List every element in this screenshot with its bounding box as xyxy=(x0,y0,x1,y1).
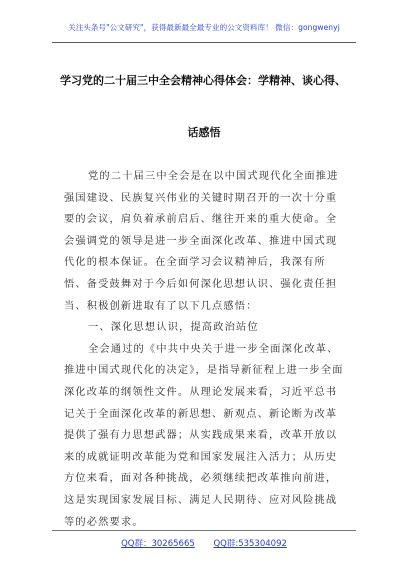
intro-paragraph: 党的二十届三中全会是在以中国式现代化全面推进强国建设、民族复兴伟业的关键时期召开的一次十分重要的会议，肩负着承前启后、继往开来的重大使命。全会强调党的领导是进一步全面深化改革、推进中国式现代化的根本保证。在全面学习会议精神后，我深有所悟、备受鼓舞对于今后如何深化思想认识、强化责任担当、积极创新进取有了以下几点感悟： xyxy=(64,171,339,312)
header-promo-note: 关注头条号"公文研究"，获得最新最全最专业的公文资料库！ 微信：gongwenyj xyxy=(68,23,340,32)
header-divider xyxy=(52,42,356,43)
footer-contacts xyxy=(0,537,408,549)
footer-divider xyxy=(52,530,356,531)
document-title-line-2: 话感悟 xyxy=(187,126,221,139)
section-1-paragraph: 全会通过的《中共中央关于进一步全面深化改革、推进中国式现代化的决定》，是指导新征程上进一步全面深化改革的纲领性文件。从理论发展来看，习近平总书记关于全面深化改革的新思想、新观点、新论断为改革提供了强有力思想武器；从实践成果来看，改革开放以来的成就证明改革能为党和国家发展注入活力；从历史方位来看，面对各种挑战，必须继续把改革推向前进，这是实现国家发展目标、满足人民期待、应对风险挑战等的必然要求。 xyxy=(64,343,344,528)
document-body xyxy=(64,166,346,533)
document-title-line-1: 学习党的二十届三中全会精神心得体会：学精神、谈心得、 xyxy=(60,74,346,87)
qq-group-link-2[interactable]: QQ群:535304092 xyxy=(213,539,287,549)
section-heading-1: 一、深化思想认识，提高政治站位 xyxy=(88,322,259,334)
qq-group-link-1[interactable]: QQ群：30265665 xyxy=(121,539,195,549)
